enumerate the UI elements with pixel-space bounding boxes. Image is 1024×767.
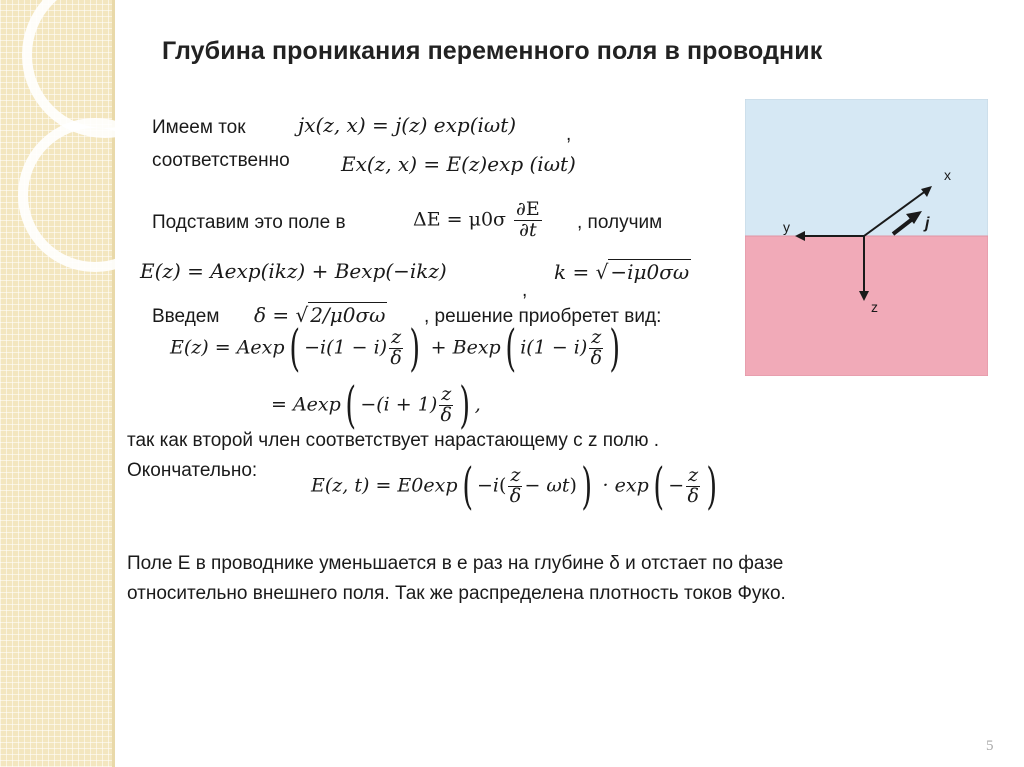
laplace-fraction [514,200,542,241]
text-finally: Окончательно: [127,460,258,481]
conductor-region [745,236,988,376]
label-j: j [925,215,930,232]
final-frac2-den: δ [687,484,699,507]
sol1-a: E(z) = Aexp [170,336,285,359]
formula-k: k = √ −iμ0σω [554,260,690,284]
sol2-a: = Aexp [271,393,341,416]
text-correspondingly: соответственно [152,150,290,171]
text-because: так как второй член соответствует нарастающему с z полю . [127,430,660,451]
label-x: x [944,167,951,183]
slide-title: Глубина проникания переменного поля в проводник [162,37,823,65]
k-root: −iμ0σω [610,260,690,284]
comma-2: , [522,280,528,301]
formula-delta: δ = √ 2/μ0σω [254,303,386,327]
final-frac1-num: z [510,464,521,486]
final-c: − ωt [524,474,570,497]
text-introduce: Введем [152,306,220,327]
text-conclusion-1: Поле E в проводнике уменьшается в е раз на глубине δ и отстает по фазе [127,553,784,574]
formula-current: jx(z, x) = j(z) exp(iωt) [298,113,517,137]
final-d: · exp [602,474,649,497]
label-z: z [871,299,878,315]
laplace-num: ∂E [516,198,540,220]
air-region [745,99,988,236]
sol1-frac1-num: z [391,326,402,348]
label-y: y [783,219,790,235]
delta-root: 2/μ0σω [310,303,386,327]
text-conclusion-2: относительно внешнего поля. Так же распределена плотность токов Фуко. [127,583,786,604]
final-frac2-num: z [688,464,699,486]
coordinate-diagram [745,99,988,376]
sol1-frac1-den: δ [390,346,402,369]
sol1-b: −i(1 − i) [304,336,388,359]
laplace-den: ∂t [519,218,537,241]
k-lhs: k = [554,260,596,284]
sol1-frac2-num: z [591,326,602,348]
delta-lhs: δ = [254,303,296,327]
final-e: − [668,474,685,497]
sol2-frac-num: z [441,383,452,405]
text-substitute: Подставим это поле в [152,212,346,233]
formula-field: Ex(z, x) = E(z)exp (iωt) [341,152,576,176]
comma-1: , [566,124,572,145]
text-solution-form: , решение приобретет вид: [424,306,662,327]
text-we-get: , получим [577,212,663,233]
formula-solution-line1: E(z) = Aexp( −i(1 − i) $\frac{z}{\delta}$ ) + Bexp( i(1 − i) $\frac{z}{\delta}$ ) [170,319,621,378]
page-number: 5 [986,738,994,754]
sol1-frac2-den: δ [590,346,603,369]
laplace-lhs: ΔE = μ0σ [413,208,506,231]
text-have-current: Имеем ток [152,117,246,138]
formula-general-solution: E(z) = Aexp(ikz) + Bexp(−ikz) [140,259,447,283]
final-frac1-den: δ [509,484,522,507]
final-b: −i [477,474,500,497]
sol1-d: i(1 − i) [520,336,588,359]
formula-solution-line2: = Aexp( −(i + 1) $\frac{z}{\delta}$ ) , [271,376,481,435]
formula-final: E(z, t) = E0exp( −i( $\frac{z}{\delta}$ − ωt)) · exp( − $\frac{z}{\delta}$ ) [311,457,718,516]
formula-laplace [413,200,544,241]
final-a: E(z, t) = E0exp [311,474,458,497]
sol2-frac-den: δ [440,403,452,426]
sol2-b: −(i + 1) [360,393,438,416]
sol1-c: + Bexp [430,336,501,359]
